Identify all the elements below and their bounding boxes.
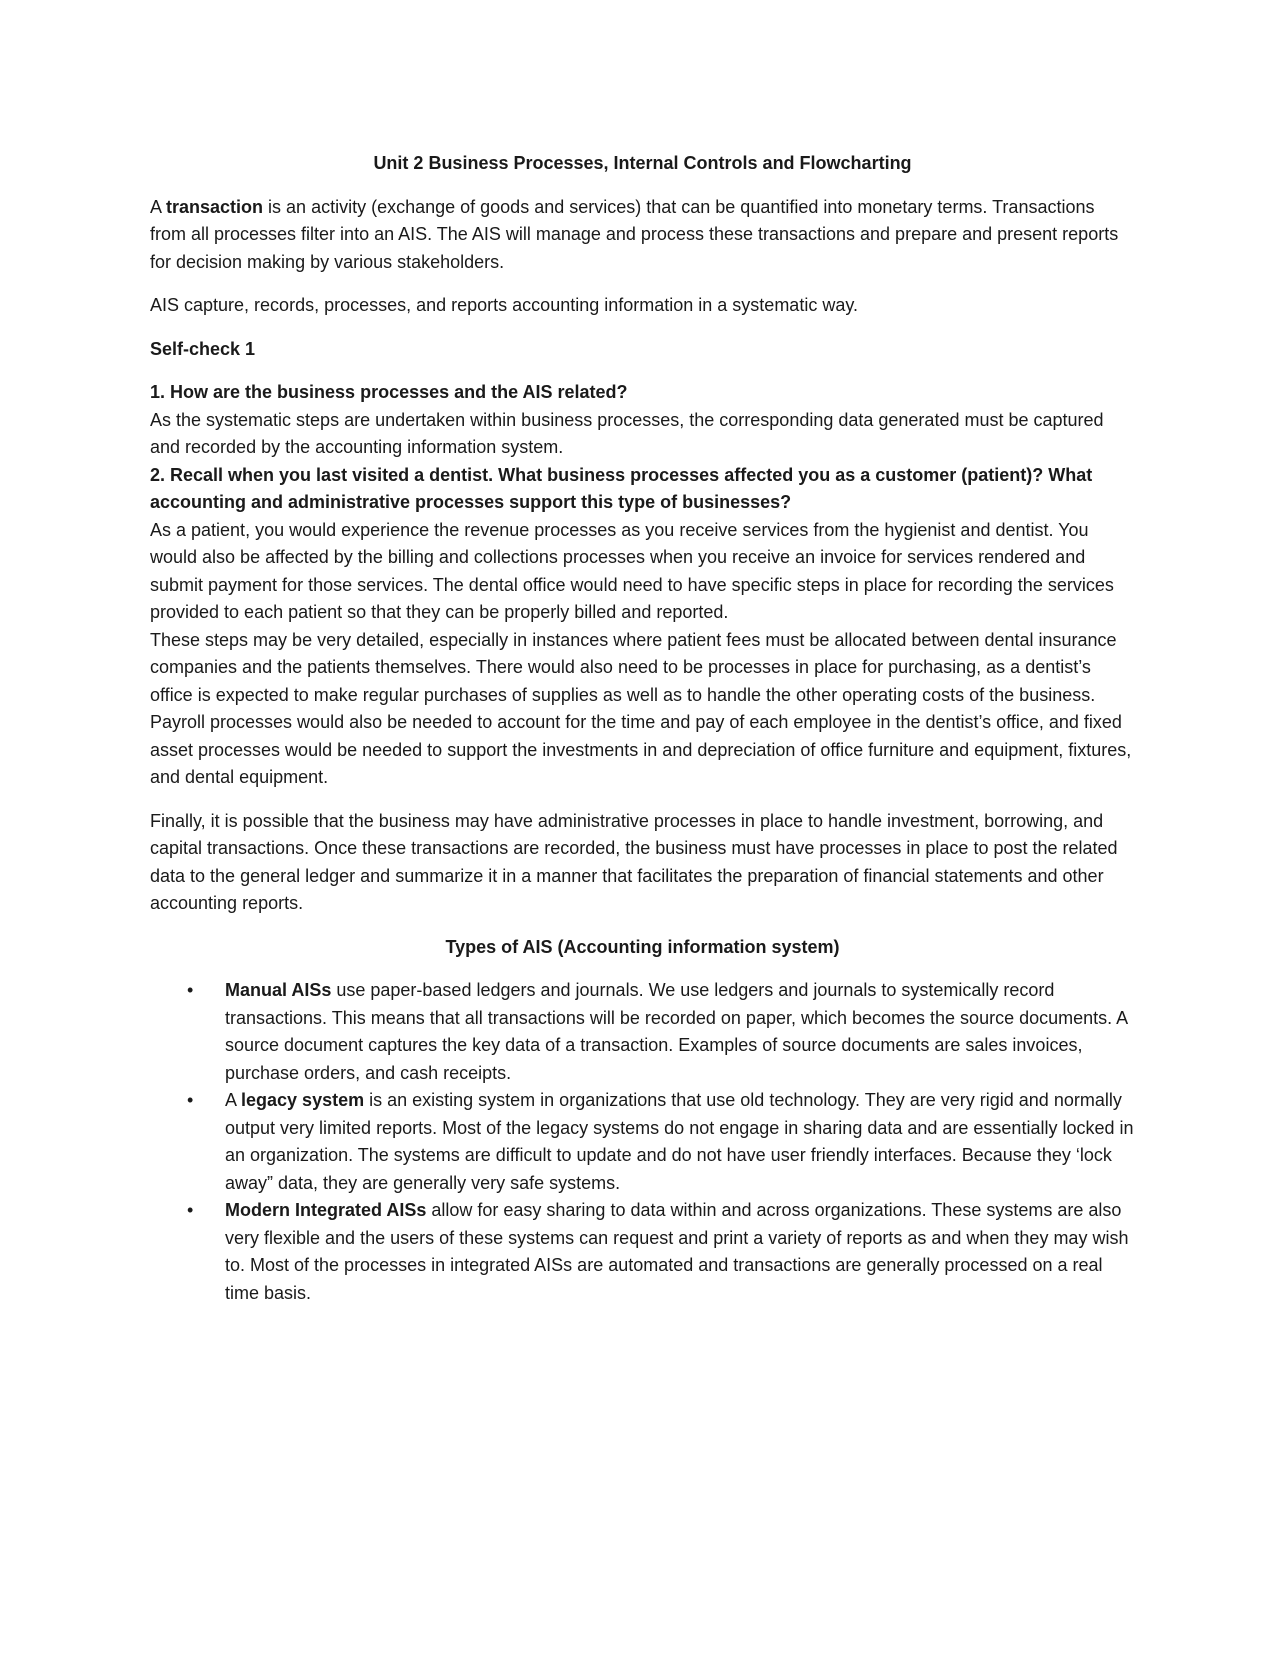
intro-paragraph bbox=[150, 194, 1135, 277]
list-item-text: allow for easy sharing to data within and across organizations. These systems are also very flexible and the users of these systems can request and print a variety of reports as and when they may wish to. Most of the processes in integrated AISs are automated and transactions are generally processed on a real time basis. bbox=[225, 1200, 1129, 1303]
self-check-heading: Self-check 1 bbox=[150, 338, 256, 359]
types-heading: Types of AIS (Accounting information system) bbox=[445, 936, 840, 957]
intro-rest: is an activity (exchange of goods and services) that can be quantified into monetary terms. Transactions from all processes filter into an AIS. The AIS will manage and process these transactions and prepare and present reports for decision making by various stakeholders. bbox=[150, 196, 1119, 272]
bullet-icon: • bbox=[187, 980, 194, 1000]
answer-2-paragraph-3: Finally, it is possible that the business may have administrative processes in place to handle investment, borrowing, and capital transactions. Once these transactions are recorded, the business must have processes in place to post the related data to the general ledger and summarize it in a manner that facilitates the preparation of financial statements and other accounting reports. bbox=[150, 810, 1118, 913]
ais-summary-paragraph: AIS capture, records, processes, and reports accounting information in a systematic way. bbox=[150, 295, 858, 315]
list-item-text: is an existing system in organizations that use old technology. They are very rigid and normally output very limited reports. Most of the legacy systems do not engage in sharing data and are essentially locked in an organization. The systems are difficult to update and do not have user friendly interfaces. Because they ‘lock away” data, they are generally very safe systems. bbox=[225, 1090, 1134, 1193]
document-page bbox=[150, 150, 1135, 1307]
document-title: Unit 2 Business Processes, Internal Controls and Flowcharting bbox=[373, 153, 912, 173]
list-item-modern-integrated-ais bbox=[187, 1197, 1135, 1307]
intro-term: transaction bbox=[166, 196, 264, 217]
list-item-term: legacy system bbox=[241, 1090, 365, 1110]
list-item-manual-ais bbox=[187, 977, 1135, 1087]
list-item-lead: A bbox=[225, 1090, 242, 1110]
answer-2-paragraph-2: These steps may be very detailed, especially in instances where patient fees must be allocated between dental insurance companies and the patients themselves. There would also need to be processes in place for purchasing, as a dentist’s office is expected to make regular purchases of supplies as well as to handle the other operating costs of the business. Payroll processes would also be needed to account for the time and pay of each employee in the dentist’s office, and fixed asset processes would be needed to support the investments in and depreciation of office furniture and equipment, fixtures, and dental equipment. bbox=[150, 629, 1132, 787]
list-item-text: use paper-based ledgers and journals. We use ledgers and journals to systemically record transactions. This means that all transactions will be recorded on paper, which becomes the source documents. A source document captures the key data of a transaction. Examples of source documents are sales invoices, purchase orders, and cash receipts. bbox=[225, 980, 1128, 1083]
answer-2-paragraph-1: As a patient, you would experience the revenue processes as you receive services from the hygienist and dentist. You would also be affected by the billing and collections processes when you receive an invoice for services rendered and submit payment for those services. The dental office would need to have specific steps in place for recording the services provided to each patient so that they can be properly billed and reported. bbox=[150, 519, 1114, 622]
question-1: 1. How are the business processes and the AIS related? bbox=[150, 382, 628, 402]
bullet-icon: • bbox=[187, 1090, 194, 1110]
ais-types-list bbox=[150, 977, 1135, 1307]
answer-1: As the systematic steps are undertaken within business processes, the corresponding data generated must be captured and recorded by the accounting information system. bbox=[150, 409, 1104, 457]
list-item-legacy-system bbox=[187, 1087, 1135, 1197]
intro-lead: A bbox=[150, 196, 167, 217]
bullet-icon: • bbox=[187, 1200, 194, 1220]
list-item-term: Modern Integrated AISs bbox=[225, 1200, 427, 1220]
question-2: 2. Recall when you last visited a dentist. What business processes affected you as a customer (patient)? What accounting and administrative processes support this type of businesses? bbox=[150, 464, 1093, 512]
list-item-term: Manual AISs bbox=[225, 980, 332, 1000]
